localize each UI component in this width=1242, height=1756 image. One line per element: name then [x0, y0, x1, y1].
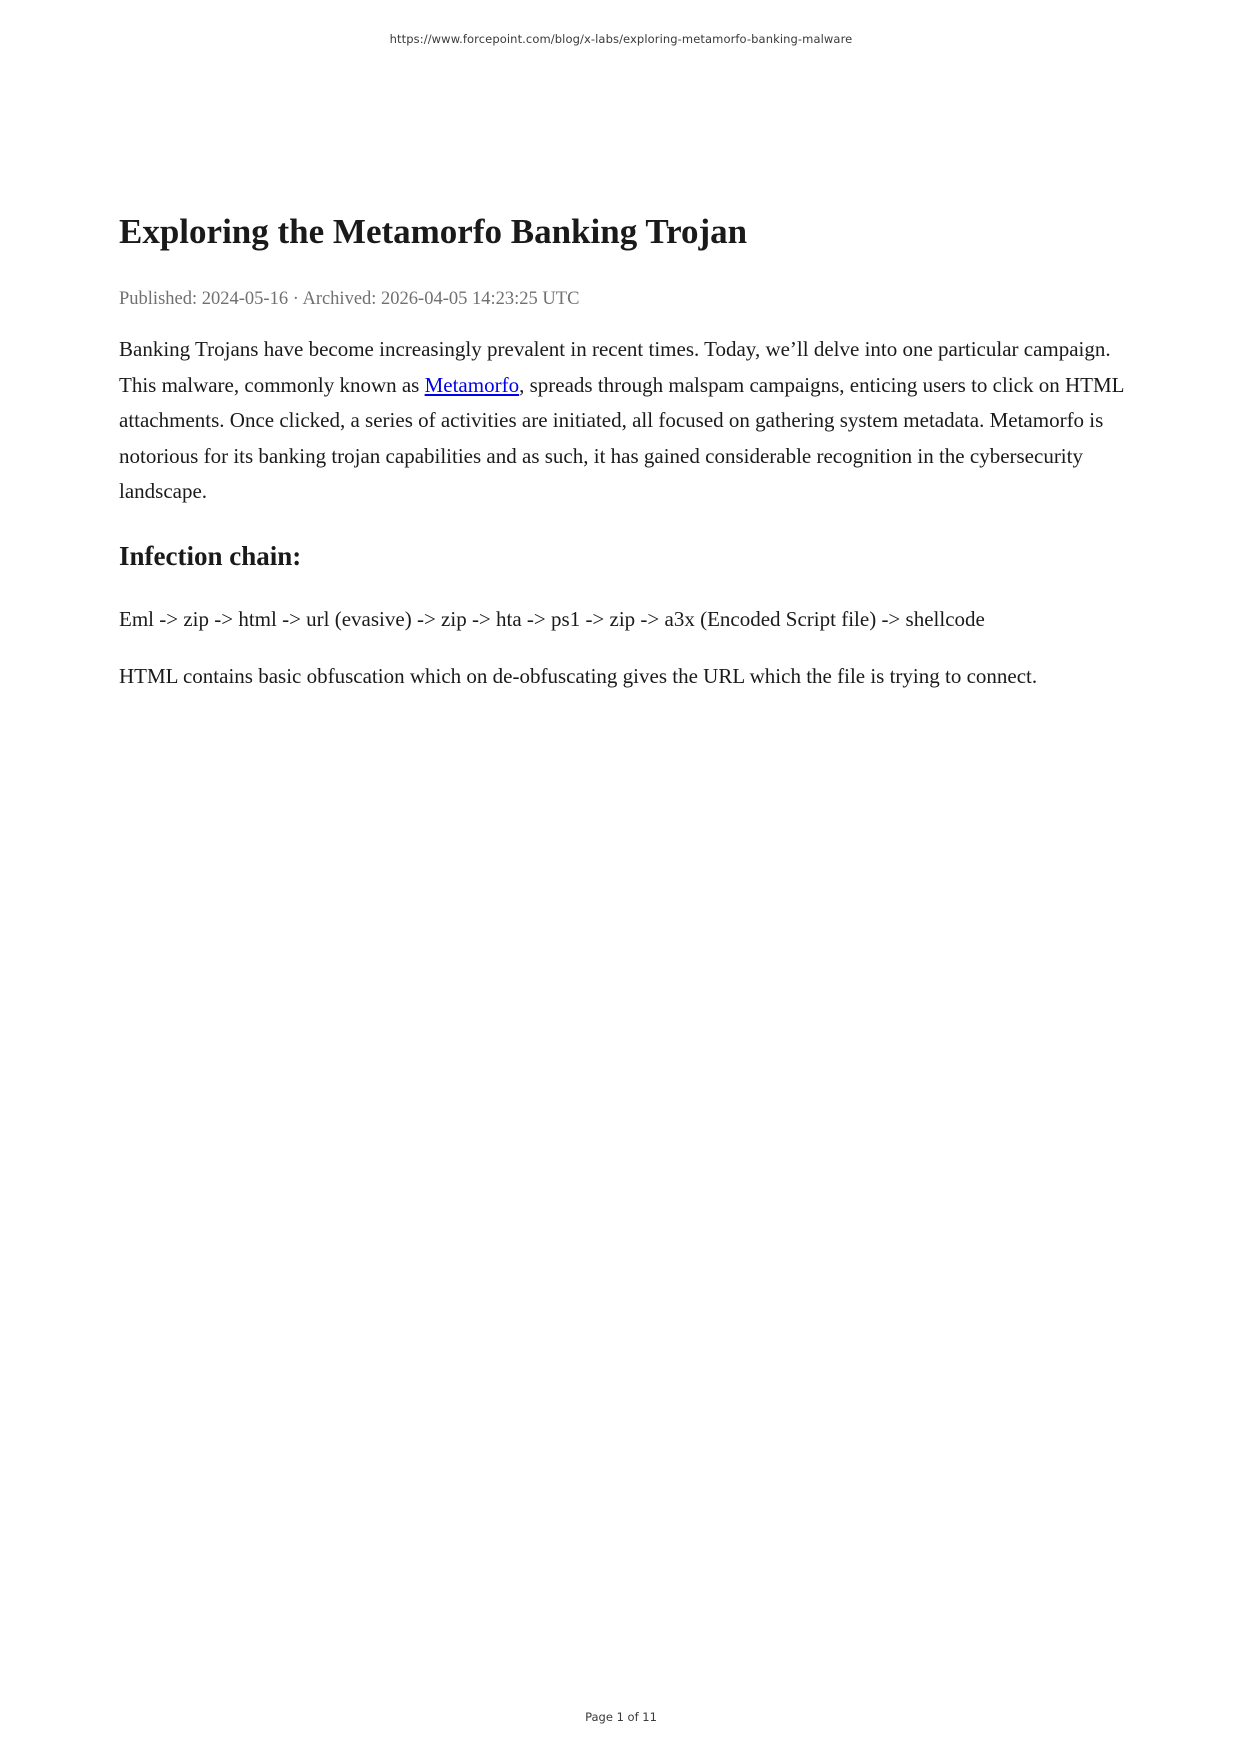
- infection-chain-text: Eml -> zip -> html -> url (evasive) -> zip -> hta -> ps1 -> zip -> a3x (Encoded Script file) -> shellcode: [119, 606, 985, 631]
- html-obfuscation-paragraph: HTML contains basic obfuscation which on de-obfuscating gives the URL which the file is trying to connect.: [119, 664, 1038, 688]
- page-url-header: https://www.forcepoint.com/blog/x-labs/exploring-metamorfo-banking-malware: [389, 32, 853, 46]
- infection-chain-heading: Infection chain:: [119, 540, 302, 571]
- metamorfo-link[interactable]: Metamorfo: [424, 372, 520, 397]
- article-title: Exploring the Metamorfo Banking Trojan: [119, 212, 748, 251]
- page-number: Page 1 of 11: [585, 1710, 657, 1724]
- intro-paragraph: [119, 332, 1129, 510]
- article-meta: Published: 2024-05-16 · Archived: 2026-04-05 14:23:25 UTC: [119, 289, 580, 309]
- article: [119, 208, 1129, 695]
- intro-text-after-link: , spreads through malspam campaigns, enticing users to click on HTML attachments. Once clicked, a series of activities are initiated, all focused on gathering system metadata. Metamorfo is notorious for its banking trojan capabilities and as such, it has gained considerable recognition in the cybersecurity landscape.: [119, 372, 1124, 503]
- intro-text-before-link: Banking Trojans have become increasingly prevalent in recent times. Today, we’ll delve into one particular campaign. This malware, commonly known as: [119, 337, 1111, 397]
